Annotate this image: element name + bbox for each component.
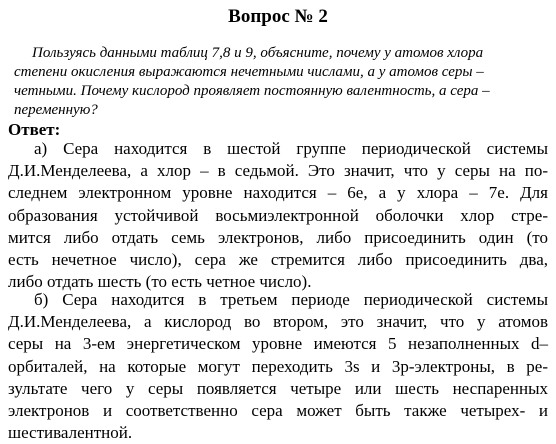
answer-paragraph-b: [8, 289, 548, 444]
answer-line: есть нечетное число), сера же стремится либо присоединить два,: [8, 250, 548, 270]
answer-line: зультате чего у серы появляется четыре или шесть неспаренных: [8, 378, 548, 398]
answer-line: Д.И.Менделеева, а кислород во втором, это значит, что у атомов: [8, 312, 548, 332]
answer-line: б) Сера находится в третьем периоде периодической системы: [34, 290, 548, 309]
question-title: Вопрос № 2: [228, 6, 328, 27]
answer-line: либо отдать шесть (то есть четное число).: [8, 272, 312, 292]
answer-line: серы на 3-ем энергетическом уровне имеются 5 незаполненных d–: [8, 334, 548, 354]
question-line: четными. Почему кислород проявляет постоянную валентность, а сера –: [14, 83, 490, 99]
answer-paragraph-a: [8, 138, 548, 293]
answer-line: Д.И.Менделеева, а хлор – в седьмой. Это значит, что у серы на по-: [8, 161, 548, 181]
answer-line: а) Сера находится в шестой группе периодической системы: [34, 139, 548, 158]
answer-line: следнем электронном уровне находится – 6е, а у хлора – 7е. Для: [8, 183, 548, 203]
question-text: [14, 44, 546, 120]
question-line: переменную?: [14, 102, 98, 118]
answer-label: Ответ:: [8, 120, 61, 139]
question-line: степени окисления выражаются нечетными числами, а у атомов серы –: [14, 64, 484, 80]
answer-line: электронов и соответственно сера может быть также четырех- и: [8, 401, 548, 421]
answer-line: шестивалентной.: [8, 423, 133, 443]
answer-line: образования устойчивой восьмиэлектронной оболочки хлор стре-: [8, 205, 548, 225]
answer-line: орбиталей, на которые могут переходить 3s и 3р-электроны, в ре-: [8, 356, 548, 376]
answer-line: мится либо отдать семь электронов, либо присоединить один (то: [8, 227, 548, 247]
question-line: Пользуясь данными таблиц 7,8 и 9, объясните, почему у атомов хлора: [32, 45, 484, 61]
